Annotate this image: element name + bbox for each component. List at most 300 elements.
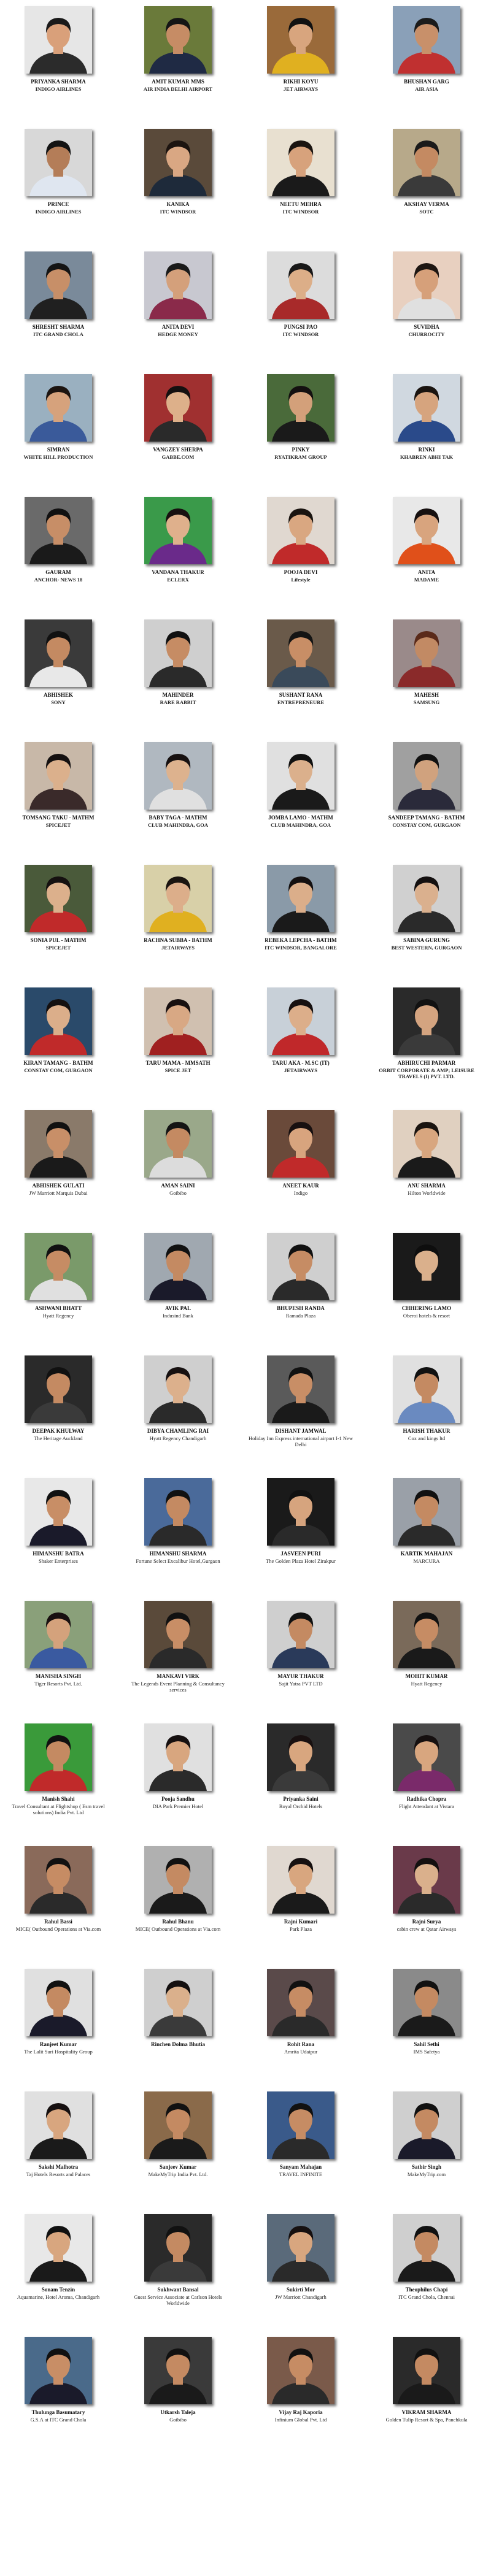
portrait-image [393, 865, 460, 932]
portrait-image [393, 2091, 460, 2159]
person-name: DEEPAK KHULWAY [32, 1428, 85, 1434]
person-card [0, 1104, 117, 1227]
person-organization: Taj Hotels Resorts and Palaces [26, 2171, 91, 2177]
portrait-image [393, 1969, 460, 2036]
portrait-image [267, 1233, 334, 1300]
person-name: PUNGSI PAO [284, 324, 318, 330]
grid-row [0, 2085, 491, 2208]
portrait-image [144, 374, 212, 442]
grid-row [0, 2331, 491, 2453]
portrait-image [267, 2337, 334, 2404]
person-photo [267, 1233, 334, 1300]
person-photo [393, 497, 460, 564]
person-organization: AIR INDIA DELHI AIRPORT [143, 86, 213, 92]
person-photo [393, 251, 460, 319]
person-name: Rahul Bassi [44, 1919, 72, 1925]
person-name: BHUPESH RANDA [277, 1305, 325, 1311]
person-card [242, 0, 359, 123]
person-card [368, 1717, 485, 1840]
person-card [120, 2085, 236, 2208]
portrait-image [144, 865, 212, 932]
person-photo [144, 1110, 212, 1178]
portrait-image [144, 742, 212, 810]
person-photo [144, 2214, 212, 2282]
person-name: MAYUR THAKUR [277, 1673, 324, 1679]
person-organization: HEDGE MONEY [158, 331, 198, 337]
person-card [120, 1227, 236, 1349]
person-card [368, 245, 485, 368]
person-name: ASHWANI BHATT [34, 1305, 82, 1311]
person-photo [25, 6, 92, 74]
portrait-image [144, 2337, 212, 2404]
person-card [242, 245, 359, 368]
grid-row [0, 1349, 491, 1472]
portrait-image [267, 865, 334, 932]
person-card [368, 1963, 485, 2085]
person-photo [25, 497, 92, 564]
portrait-image [144, 2214, 212, 2282]
person-photo [25, 1969, 92, 2036]
portrait-image [393, 1723, 460, 1791]
person-card [242, 1104, 359, 1227]
grid-row [0, 981, 491, 1104]
person-organization: Goibibo [169, 1190, 187, 1196]
person-organization: DIA Park Premier Hotel [152, 1803, 204, 1809]
person-organization: Flight Attendant at Vistara [399, 1803, 454, 1809]
person-photo [393, 1110, 460, 1178]
portrait-image [393, 129, 460, 196]
person-card [0, 1840, 117, 1963]
person-photo [144, 251, 212, 319]
person-organization: CONSTAY COM, GURGAON [392, 822, 461, 828]
portrait-image [144, 1478, 212, 1546]
portrait-image [267, 1478, 334, 1546]
person-photo [144, 6, 212, 74]
person-organization: SONY [51, 699, 66, 705]
person-photo [267, 1601, 334, 1668]
person-organization: JW Marriott Marquis Dubai [29, 1190, 88, 1196]
person-card [120, 2208, 236, 2331]
person-card [242, 2085, 359, 2208]
grid-row [0, 0, 491, 123]
person-photo [144, 865, 212, 932]
person-card [242, 491, 359, 613]
person-card [0, 368, 117, 491]
person-name: Vijay Raj Kaporia [279, 2409, 323, 2415]
person-organization: ENTREPRENEURE [277, 699, 325, 705]
person-name: AKSHAY VERMA [404, 201, 449, 207]
person-organization: Sajit Yatra PVT LTD [279, 1681, 323, 1687]
person-organization: WHITE HILL PRODUCTION [23, 454, 93, 460]
person-photo [144, 1233, 212, 1300]
person-photo [393, 1233, 460, 1300]
person-organization: Golden Tulip Resort & Spa, Panchkula [385, 2417, 468, 2423]
person-organization: KHABREN ABHI TAK [400, 454, 454, 460]
person-photo [267, 1846, 334, 1914]
person-organization: ITC WINDSOR, BANGALORE [265, 945, 337, 951]
portrait-image [144, 6, 212, 74]
person-photo [25, 2214, 92, 2282]
person-photo [393, 1846, 460, 1914]
person-card [0, 981, 117, 1104]
person-name: ABHIRUCHI PARMAR [397, 1060, 456, 1066]
portrait-image [393, 1233, 460, 1300]
portrait-image [393, 987, 460, 1055]
grid-row [0, 368, 491, 491]
portrait-image [25, 6, 92, 74]
portrait-image [25, 251, 92, 319]
person-photo [25, 251, 92, 319]
person-name: BHUSHAN GARG [404, 79, 449, 85]
person-card [120, 1840, 236, 1963]
person-organization: MICE( Outbound Operations at Via.com [15, 1926, 101, 1932]
person-card [242, 368, 359, 491]
person-organization: cabin crew at Qatar Airways [396, 1926, 457, 1932]
person-organization: CLUB MAHINDRA, GOA [148, 822, 208, 828]
person-card [242, 1349, 359, 1472]
person-card [0, 859, 117, 981]
portrait-image [267, 497, 334, 564]
portrait-image [144, 129, 212, 196]
portrait-image [144, 1110, 212, 1178]
person-organization: Ramada Plaza [285, 1313, 316, 1319]
person-card [120, 859, 236, 981]
person-name: RACHNA SUBBA - BATHM [144, 937, 212, 943]
person-name: Radhika Chopra [406, 1796, 447, 1802]
person-organization: BEST WESTERN, GURGAON [391, 945, 462, 951]
person-card [0, 1227, 117, 1349]
person-photo [25, 1355, 92, 1423]
person-photo [393, 374, 460, 442]
person-organization: CHURROCITY [408, 331, 445, 337]
person-photo [393, 987, 460, 1055]
grid-row [0, 491, 491, 613]
person-name: Sahil Sethi [414, 2041, 439, 2047]
person-organization: Hyatt Regency [42, 1313, 74, 1319]
person-organization: JETAIRWAYS [161, 945, 195, 951]
person-name: VANDANA THAKUR [152, 569, 204, 575]
person-organization: The Lalit Suri Hospitality Group [24, 2049, 93, 2055]
person-photo [25, 1110, 92, 1178]
person-name: KARTIK MAHAJAN [400, 1551, 453, 1557]
person-name: AMAN SAINI [161, 1183, 195, 1189]
portrait-image [25, 129, 92, 196]
portrait-image [25, 1601, 92, 1668]
person-card [0, 2085, 117, 2208]
portrait-image [393, 251, 460, 319]
person-name: HARISH THAKUR [403, 1428, 450, 1434]
person-name: GAURAM [45, 569, 71, 575]
portrait-image [25, 619, 92, 687]
person-photo [393, 1723, 460, 1791]
person-card [368, 859, 485, 981]
person-photo [25, 987, 92, 1055]
person-name: RIKHI KOYU [283, 79, 319, 85]
person-card [368, 1595, 485, 1717]
portrait-image [144, 1846, 212, 1914]
person-name: TARU MAMA - MMSATH [145, 1060, 211, 1066]
person-card [0, 736, 117, 859]
person-organization: CLUB MAHINDRA, GOA [271, 822, 331, 828]
person-card [0, 1717, 117, 1840]
person-photo [144, 1478, 212, 1546]
person-organization: Shaker Enterprises [39, 1558, 78, 1564]
person-card [0, 1349, 117, 1472]
person-photo [267, 374, 334, 442]
person-card [0, 491, 117, 613]
person-name: Sukirti Mor [286, 2287, 315, 2293]
person-photo [393, 2091, 460, 2159]
person-name: Manish Shahi [42, 1796, 75, 1802]
person-name: KANIKA [166, 201, 190, 207]
person-organization: MARCURA [413, 1558, 440, 1564]
person-card [0, 0, 117, 123]
person-organization: ITC Grand Chola, Chennai [398, 2294, 455, 2300]
person-card [120, 613, 236, 736]
person-photo [144, 2337, 212, 2404]
person-organization: Tiger Resorts Pvt. Ltd. [34, 1681, 82, 1687]
person-organization: INDIGO AIRLINES [35, 209, 82, 215]
portrait-image [144, 1233, 212, 1300]
person-card [368, 0, 485, 123]
portrait-image [25, 1355, 92, 1423]
person-organization: SPICEJET [45, 822, 71, 828]
person-card [368, 1349, 485, 1472]
person-photo [267, 1723, 334, 1791]
person-name: REBEKA LEPCHA - BATHM [265, 937, 337, 943]
person-photo [393, 1969, 460, 2036]
person-card [368, 1472, 485, 1595]
person-organization: Hyatt Regency Chandigarh [149, 1435, 207, 1441]
person-organization: RARE RABBIT [160, 699, 196, 705]
person-organization: MICE( Outbound Operations at Via.com [135, 1926, 221, 1932]
grid-row [0, 2208, 491, 2331]
person-photo [25, 2337, 92, 2404]
person-organization: The Legends Event Planning & Consultancy services [131, 1681, 225, 1693]
person-name: SHRESHT SHARMA [32, 324, 85, 330]
person-photo [267, 2214, 334, 2282]
person-organization: Lifestyle [291, 577, 311, 583]
person-photo [25, 1478, 92, 1546]
person-card [120, 736, 236, 859]
person-name: MANISHA SINGH [35, 1673, 82, 1679]
person-name: MAHESH [414, 692, 439, 698]
portrait-image [267, 1723, 334, 1791]
person-card [242, 1595, 359, 1717]
person-name: JASVEEN PURI [280, 1551, 321, 1557]
portrait-image [267, 987, 334, 1055]
person-card [242, 1717, 359, 1840]
person-name: MAHINDER [162, 692, 194, 698]
person-name: AVIK PAL [165, 1305, 191, 1311]
person-name: Sukhwant Bansal [157, 2287, 199, 2293]
person-organization: Cox and kings ltd [408, 1435, 446, 1441]
person-name: POOJA DEVI [284, 569, 318, 575]
person-card [368, 123, 485, 245]
person-name: MOHIT KUMAR [405, 1673, 448, 1679]
person-photo [144, 1355, 212, 1423]
person-card [242, 1963, 359, 2085]
person-organization: G.S.A at ITC Grand Chola [30, 2417, 87, 2423]
person-photo [393, 619, 460, 687]
person-organization: AIR ASIA [415, 86, 438, 92]
person-organization: Infinium Global Pvt. Ltd [274, 2417, 327, 2423]
portrait-image [267, 251, 334, 319]
person-name: HIMANSHU SHARMA [149, 1551, 207, 1557]
person-photo [144, 1969, 212, 2036]
portrait-image [267, 2091, 334, 2159]
person-photo [267, 251, 334, 319]
person-name: Sanyam Mahajan [279, 2164, 322, 2170]
person-organization: Indusind Bank [163, 1313, 193, 1319]
portrait-image [267, 619, 334, 687]
person-name: SABINA GURUNG [403, 937, 450, 943]
portrait-image [393, 6, 460, 74]
person-organization: Goibibo [169, 2417, 187, 2423]
person-organization: ITC GRAND CHOLA [33, 331, 83, 337]
person-name: DISHANT JAMWAL [275, 1428, 327, 1434]
person-photo [267, 1110, 334, 1178]
grid-row [0, 1963, 491, 2085]
person-photo [393, 1478, 460, 1546]
portrait-image [393, 2214, 460, 2282]
person-photo [267, 1969, 334, 2036]
person-name: Rahul Bhanu [162, 1919, 194, 1925]
person-organization: ECLERX [167, 577, 189, 583]
person-card [0, 1595, 117, 1717]
person-name: TARU AKA - M.SC (IT) [272, 1060, 330, 1066]
portrait-image [25, 1969, 92, 2036]
person-name: Sakshi Malhotra [38, 2164, 79, 2170]
person-card [368, 1104, 485, 1227]
person-photo [267, 619, 334, 687]
person-photo [393, 2214, 460, 2282]
person-name: VIKRAM SHARMA [401, 2409, 452, 2415]
person-card [0, 123, 117, 245]
person-organization: SAMSUNG [413, 699, 440, 705]
portrait-image [144, 1355, 212, 1423]
person-organization: MakeMyTrip India Pvt. Ltd. [148, 2171, 208, 2177]
portrait-image [25, 987, 92, 1055]
person-photo [393, 2337, 460, 2404]
person-card [120, 1349, 236, 1472]
person-organization: SPICEJET [45, 945, 71, 951]
person-name: PRIYANKA SHARMA [31, 79, 86, 85]
grid-row [0, 245, 491, 368]
person-photo [267, 742, 334, 810]
person-name: Rohit Rana [287, 2041, 315, 2047]
grid-row [0, 1717, 491, 1840]
person-name: KIRAN TAMANG - BATHM [23, 1060, 93, 1066]
person-card [368, 2085, 485, 2208]
grid-row [0, 1104, 491, 1227]
person-photo [393, 6, 460, 74]
person-card [242, 859, 359, 981]
person-name: Utkarsh Taleja [160, 2409, 196, 2415]
person-organization: SOTC [419, 209, 434, 215]
person-organization: JETAIRWAYS [284, 1067, 318, 1073]
portrait-image [144, 251, 212, 319]
person-photo [25, 1233, 92, 1300]
person-organization: RYATIKRAM GROUP [274, 454, 327, 460]
person-card [368, 2208, 485, 2331]
person-organization: ORBIT CORPORATE & AMP; LEISURE TRAVELS (I) PVT. LTD. [379, 1067, 474, 1079]
person-card [120, 1717, 236, 1840]
person-photo [267, 497, 334, 564]
person-name: Thulunga Basumatary [31, 2409, 85, 2415]
person-organization: JW Marriott Chandigarh [275, 2294, 327, 2300]
portrait-image [393, 1110, 460, 1178]
person-organization: Holiday Inn Express international airport I-1 New Delhi [249, 1435, 353, 1447]
person-name: Sonam Tenzin [41, 2287, 75, 2293]
person-card [0, 2208, 117, 2331]
portrait-image [144, 1723, 212, 1791]
person-name: ANITA [417, 569, 436, 575]
person-name: RINKI [418, 447, 435, 453]
person-organization: CONSTAY COM, GURGAON [24, 1067, 93, 1073]
portrait-image [267, 374, 334, 442]
portrait-image [393, 1478, 460, 1546]
person-photo [144, 1846, 212, 1914]
person-organization: IMS Safetya [413, 2049, 440, 2055]
person-photo [144, 1601, 212, 1668]
person-card [0, 1963, 117, 2085]
person-photo [393, 1601, 460, 1668]
person-card [120, 981, 236, 1104]
person-organization: SPICE JET [164, 1067, 191, 1073]
person-card [242, 1472, 359, 1595]
person-card [242, 1227, 359, 1349]
person-card [0, 1472, 117, 1595]
person-card [368, 981, 485, 1104]
portrait-image [144, 619, 212, 687]
person-card [120, 491, 236, 613]
portrait-image [267, 1846, 334, 1914]
person-photo [144, 987, 212, 1055]
person-name: Theophilus Chapi [405, 2287, 448, 2293]
person-organization: The Heritage Auckland [34, 1435, 83, 1441]
person-photo [25, 742, 92, 810]
person-photo [144, 742, 212, 810]
person-card [120, 368, 236, 491]
portrait-image [144, 1969, 212, 2036]
person-photo [25, 1601, 92, 1668]
person-photo [25, 865, 92, 932]
person-photo [267, 1355, 334, 1423]
person-card [242, 613, 359, 736]
person-name: SUSHANT RANA [279, 692, 323, 698]
person-name: PRINCE [47, 201, 69, 207]
person-card [242, 981, 359, 1104]
person-organization: MADAME [414, 577, 439, 583]
person-card [368, 1227, 485, 1349]
person-photo [267, 2091, 334, 2159]
person-name: SUVIDHA [414, 324, 439, 330]
person-photo [144, 497, 212, 564]
person-name: JOMBA LAMO - MATHM [268, 815, 333, 821]
portrait-image [144, 987, 212, 1055]
person-card [120, 1595, 236, 1717]
person-photo [144, 1723, 212, 1791]
person-name: MANKAVI VIRK [157, 1673, 199, 1679]
person-photo [267, 129, 334, 196]
person-name: SIMRAN [47, 447, 70, 453]
portrait-image [25, 1110, 92, 1178]
person-photo [144, 129, 212, 196]
person-photo [393, 129, 460, 196]
person-card [368, 491, 485, 613]
person-photo [144, 619, 212, 687]
